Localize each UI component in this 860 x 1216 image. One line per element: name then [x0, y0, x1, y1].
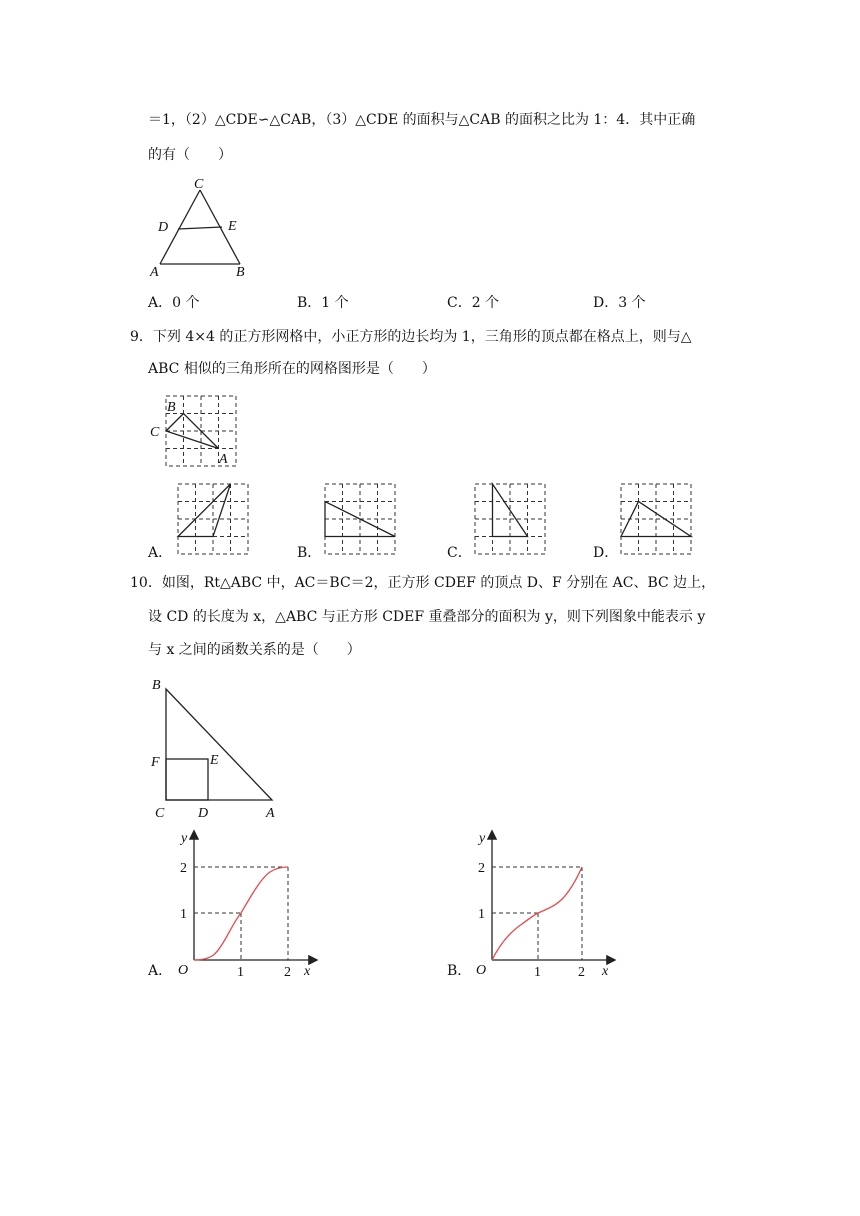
q8-option-c[interactable]: C．2 个: [447, 295, 500, 311]
x-axis-label: x: [304, 964, 311, 979]
q8-option-b[interactable]: B．1 个: [297, 295, 349, 311]
label-d: D: [198, 806, 209, 821]
label-d: D: [158, 220, 169, 235]
segment-de: [178, 227, 222, 229]
square-cdef: [166, 759, 208, 800]
q9-line1: 9．下列 4×4 的正方形网格中，小正方形的边长均为 1，三角形的顶点都在格点上，则与△: [130, 329, 692, 345]
q10-graph-b[interactable]: [464, 826, 634, 986]
q10-graph-a[interactable]: [166, 826, 336, 986]
q9-option-d-grid[interactable]: [620, 483, 692, 555]
q9-option-c-grid[interactable]: [474, 483, 546, 555]
q10-option-b-label[interactable]: B．: [447, 963, 472, 979]
label-f: F: [151, 755, 160, 770]
y-axis-label: y: [181, 831, 188, 846]
tick-x-1: 1: [237, 965, 244, 980]
label-a: A: [219, 452, 228, 467]
q8-option-d[interactable]: D．3 个: [593, 295, 646, 311]
label-b: B: [152, 678, 161, 693]
label-c: C: [150, 425, 160, 440]
q8-line1: ＝1，（2）△CDE∽△CAB，（3）△CDE 的面积与△CAB 的面积之比为 1：4．其中正确: [148, 112, 696, 128]
q8-option-a[interactable]: A．0 个: [148, 295, 200, 311]
label-b: B: [236, 265, 245, 280]
label-c: C: [155, 806, 165, 821]
tick-y-2: 2: [478, 861, 485, 876]
q9-option-b-label[interactable]: B．: [297, 545, 322, 561]
q9-reference-grid: [148, 394, 258, 474]
tick-x-1: 1: [534, 965, 541, 980]
triangle-abc: [166, 689, 272, 800]
q8-triangle-figure: [148, 176, 268, 280]
tick-y-1: 1: [478, 907, 485, 922]
tick-x-2: 2: [284, 965, 291, 980]
curve-b: [492, 867, 582, 960]
label-e: E: [210, 753, 219, 768]
tick-y-2: 2: [180, 861, 187, 876]
q10-line3: 与 x 之间的函数关系的是（ ）: [148, 642, 361, 658]
q9-option-d-label[interactable]: D．: [593, 545, 619, 561]
origin-label: O: [178, 963, 189, 978]
y-axis-label: y: [479, 831, 486, 846]
q8-line2: 的有（ ）: [148, 147, 232, 163]
q10-line2: 设 CD 的长度为 x，△ABC 与正方形 CDEF 重叠部分的面积为 y，则下列图象中能表示 y: [148, 609, 706, 625]
label-e: E: [228, 219, 237, 234]
q10-right-triangle-figure: [148, 676, 288, 821]
q9-option-c-label[interactable]: C．: [447, 545, 472, 561]
label-b: B: [167, 400, 176, 415]
tick-y-1: 1: [180, 907, 187, 922]
label-c: C: [194, 177, 204, 192]
q10-line1: 10．如图，Rt△ABC 中，AC＝BC＝2，正方形 CDEF 的顶点 D、F 分别在 AC、BC 边上，: [130, 575, 716, 591]
q9-option-b-grid[interactable]: [324, 483, 396, 555]
x-axis-label: x: [602, 964, 609, 979]
q9-option-a-label[interactable]: A．: [148, 545, 173, 561]
label-a: A: [150, 265, 159, 280]
tick-x-2: 2: [578, 965, 585, 980]
origin-label: O: [476, 963, 487, 978]
q9-line2: ABC 相似的三角形所在的网格图形是（ ）: [148, 361, 436, 377]
q9-option-a-grid[interactable]: [177, 483, 249, 555]
triangle-option-a: [178, 484, 231, 537]
q10-option-a-label[interactable]: A．: [148, 963, 173, 979]
label-a: A: [266, 806, 275, 821]
